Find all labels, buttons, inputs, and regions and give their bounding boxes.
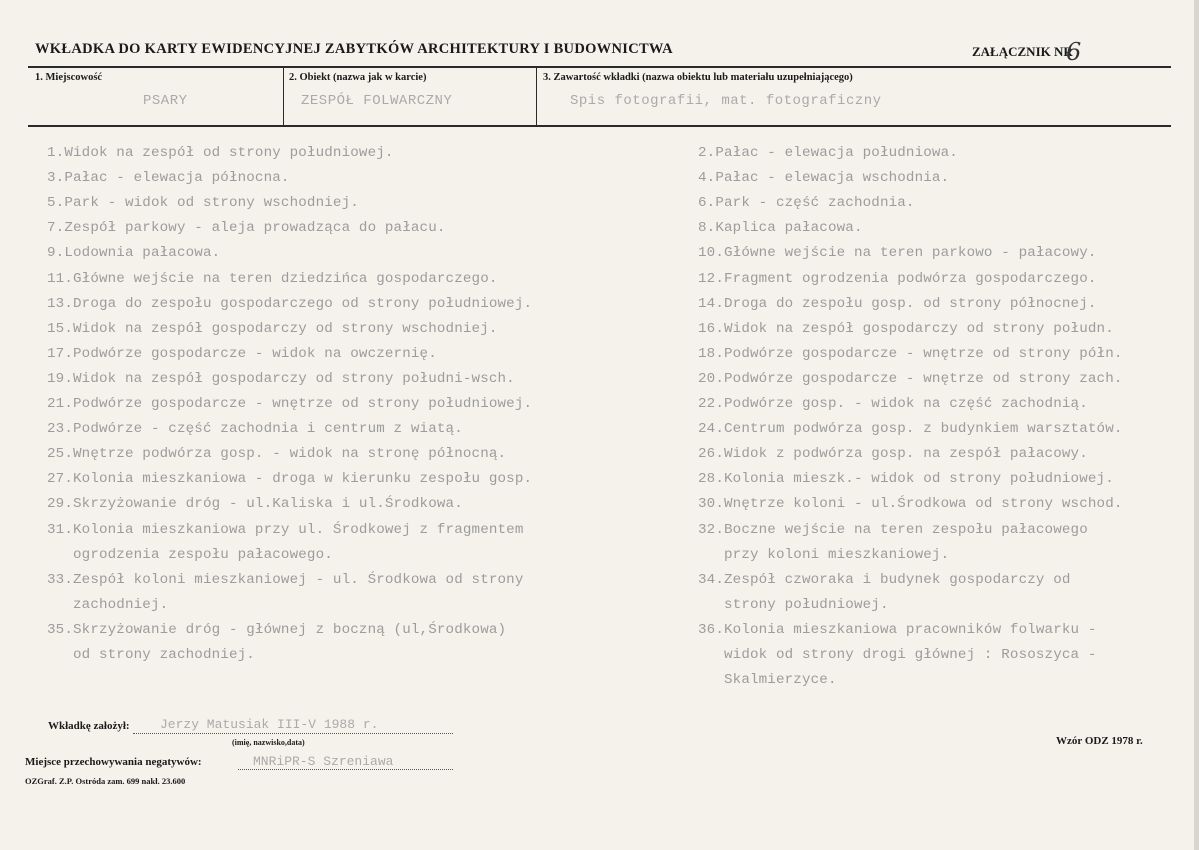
photo-entry: 24.Centrum podwórza gosp. z budynkiem warsztatów.: [698, 421, 1123, 438]
card-edge: [1194, 0, 1199, 850]
storage-label: Miejsce przechowywania negatywów:: [25, 756, 202, 768]
photo-entry: 7.Zespół parkowy - aleja prowadząca do pałacu.: [47, 220, 446, 237]
photo-entry: 34.Zespół czworaka i budynek gospodarczy od: [698, 571, 1071, 588]
photo-entry: 13.Droga do zespołu gospodarczego od strony południowej.: [47, 295, 533, 312]
contents-value: Spis fotografii, mat. fotograficzny: [570, 93, 882, 109]
photo-entry: 1.Widok na zespół od strony południowej.: [47, 145, 394, 161]
photo-entry: 20.Podwórze gospodarcze - wnętrze od strony zach.: [698, 370, 1123, 387]
photo-entry: 23.Podwórze - część zachodnia i centrum z wiatą.: [47, 421, 463, 438]
locality-value: PSARY: [143, 93, 188, 109]
annex-label: ZAŁĄCZNIK NR: [972, 44, 1073, 59]
photo-entry: 31.Kolonia mieszkaniowa przy ul. Środkowej z fragmentem: [47, 521, 524, 538]
object-label: 2. Obiekt (nazwa jak w karcie): [289, 72, 427, 83]
contents-label: 3. Zawartość wkładki (nazwa obiektu lub materiału uzupełniającego): [543, 72, 853, 83]
columns-bottom-rule: [28, 125, 1171, 127]
photo-entry: strony południowej.: [698, 596, 889, 613]
photo-entry: 29.Skrzyżowanie dróg - ul.Kaliska i ul.Środkowa.: [47, 496, 463, 513]
photo-entry: 28.Kolonia mieszk.- widok od strony południowej.: [698, 471, 1114, 488]
photo-entry: widok od strony drogi głównej : Rososzyca -: [698, 647, 1097, 663]
photo-entry: 14.Droga do zespołu gosp. od strony północnej.: [698, 295, 1097, 312]
photo-entry: 22.Podwórze gosp. - widok na część zachodnią.: [698, 396, 1088, 412]
storage-line: [238, 768, 453, 770]
photo-entry: 30.Wnętrze koloni - ul.Środkowa od strony wschod.: [698, 496, 1123, 513]
photo-entry: 36.Kolonia mieszkaniowa pracowników folwarku -: [698, 621, 1097, 638]
photo-entry: przy koloni mieszkaniowej.: [698, 546, 950, 563]
photo-entry: 2.Pałac - elewacja południowa.: [698, 145, 958, 161]
pattern-note: Wzór ODZ 1978 r.: [1056, 735, 1143, 747]
storage-value: MNRiPR-S Szreniawa: [253, 754, 394, 769]
header-rule: [28, 66, 1171, 68]
photo-entry: 35.Skrzyżowanie dróg - głównej z boczną (ul,Środkowa): [47, 621, 507, 638]
created-by-line: [133, 732, 453, 734]
column-divider-2: [536, 66, 537, 126]
created-by-label: Wkładkę założył:: [48, 720, 130, 732]
photo-entry: 17.Podwórze gospodarcze - widok na owczernię.: [47, 345, 437, 362]
photo-entry: 16.Widok na zespół gospodarczy od strony połudn.: [698, 320, 1114, 337]
created-by-value: Jerzy Matusiak III-V 1988 r.: [160, 717, 379, 732]
photo-entry: 11.Główne wejście na teren dziedzińca gospodarczego.: [47, 270, 498, 287]
photo-entry: 6.Park - część zachodnia.: [698, 195, 915, 212]
photo-entry: Skalmierzyce.: [698, 672, 837, 689]
photo-entry: 12.Fragment ogrodzenia podwórza gospodarczego.: [698, 270, 1097, 287]
photo-entry: 25.Wnętrze podwórza gosp. - widok na stronę północną.: [47, 446, 507, 463]
annex-number: 6: [1066, 38, 1082, 66]
created-by-hint: (imię, nazwisko,data): [232, 738, 305, 747]
locality-label: 1. Miejscowość: [35, 72, 103, 83]
photo-entry: 5.Park - widok od strony wschodniej.: [47, 195, 359, 212]
photo-entry: 4.Pałac - elewacja wschodnia.: [698, 170, 950, 187]
column-divider-1: [283, 66, 284, 126]
printer-note: OZGraf. Z.P. Ostróda zam. 699 nakł. 23.600: [25, 776, 186, 786]
photo-entry: 32.Boczne wejście na teren zespołu pałacowego: [698, 521, 1088, 538]
photo-entry: 33.Zespół koloni mieszkaniowej - ul. Środkowa od strony: [47, 571, 524, 588]
photo-entry: 18.Podwórze gospodarcze - wnętrze od strony półn.: [698, 345, 1123, 362]
card-title: WKŁADKA DO KARTY EWIDENCYJNEJ ZABYTKÓW ARCHITEKTURY I BUDOWNICTWA: [35, 41, 673, 57]
object-value: ZESPÓŁ FOLWARCZNY: [301, 93, 453, 109]
photo-entry: 10.Główne wejście na teren parkowo - pałacowy.: [698, 245, 1097, 262]
photo-entry: 9.Lodownia pałacowa.: [47, 245, 221, 262]
photo-entry: 15.Widok na zespół gospodarczy od strony wschodniej.: [47, 320, 498, 337]
photo-entry: ogrodzenia zespołu pałacowego.: [47, 546, 333, 563]
photo-entry: 3.Pałac - elewacja północna.: [47, 170, 290, 187]
photo-entry: zachodniej.: [47, 596, 169, 613]
photo-entry: 21.Podwórze gospodarcze - wnętrze od strony południowej.: [47, 396, 533, 412]
photo-entry: 8.Kaplica pałacowa.: [698, 220, 863, 237]
photo-entry: 19.Widok na zespół gospodarczy od strony południ-wsch.: [47, 370, 515, 387]
photo-entry: 26.Widok z podwórza gosp. na zespół pałacowy.: [698, 446, 1088, 463]
photo-entry: 27.Kolonia mieszkaniowa - droga w kierunku zespołu gosp.: [47, 471, 533, 488]
photo-entry: od strony zachodniej.: [47, 647, 255, 663]
